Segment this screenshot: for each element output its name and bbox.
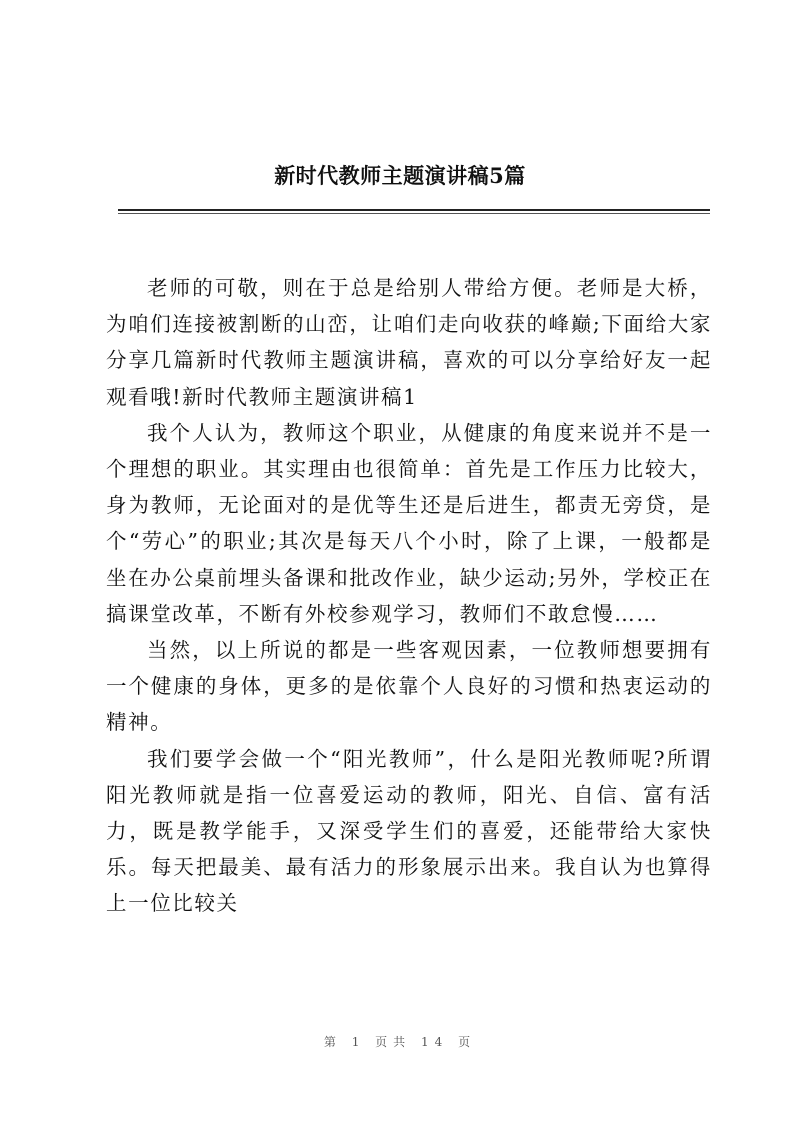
paragraph: 我个人认为，教师这个职业，从健康的角度来说并不是一个理想的职业。其实理由也很简单：首先是工作压力比较大，身为教师，无论面对的是优等生还是后进生，都责无旁贷，是个“劳心”的职业;其次是每天八个小时，除了上课，一般都是坐在办公桌前埋头备课和批改作业，缺少运动;另外，学校正在搞课堂改革，不断有外校参观学习，教师们不敢怠慢…… [106,420,712,626]
paragraph: 当然，以上所说的都是一些客观因素，一位教师想要拥有一个健康的身体，更多的是依靠个人良好的习惯和热衷运动的精神。 [106,638,712,735]
title-divider [118,209,710,211]
paragraph: 老师的可敬，则在于总是给别人带给方便。老师是大桥，为咱们连接被割断的山峦，让咱们走向收获的峰巅;下面给大家分享几篇新时代教师主题演讲稿，喜欢的可以分享给好友一起观看哦!新时代教师主题演讲稿1 [106,276,712,409]
title-divider-thin [118,213,710,214]
paragraph: 我们要学会做一个“阳光教师”，什么是阳光教师呢?所谓阳光教师就是指一位喜爱运动的教师，阳光、自信、富有活力，既是教学能手，又深受学生们的喜爱，还能带给大家快乐。每天把最美、最有活力的形象展示出来。我自认为也算得上一位比较关 [106,746,712,916]
document-body [106,270,712,922]
document-title: 新时代教师主题演讲稿5篇 [274,163,526,188]
page-number-footer: 第 1 页共 14 页 [323,1035,477,1049]
